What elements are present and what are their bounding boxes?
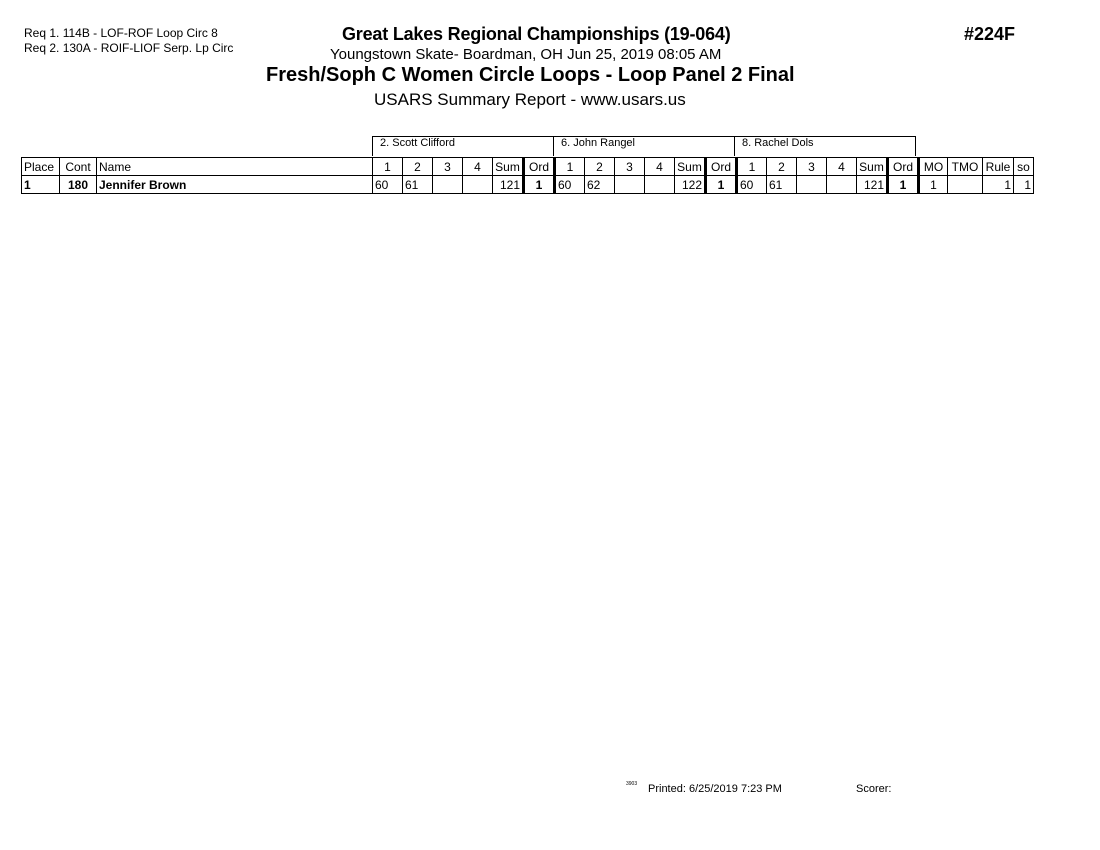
- col-name: Name: [97, 158, 373, 176]
- col-rule: Rule: [983, 158, 1014, 176]
- col-j3-sum: Sum: [857, 158, 888, 176]
- col-j2-score-2: 2: [585, 158, 615, 176]
- printed-timestamp: Printed: 6/25/2019 7:23 PM: [648, 783, 782, 795]
- col-mo: MO: [919, 158, 948, 176]
- col-j2-sum: Sum: [675, 158, 706, 176]
- cell-cont: 180: [60, 176, 97, 194]
- col-j1-score-3: 3: [433, 158, 463, 176]
- col-j2-score-4: 4: [645, 158, 675, 176]
- cell-j1-ord: 1: [524, 176, 555, 194]
- table-row: [22, 176, 1034, 194]
- required-element-2: Req 2. 130A - ROIF-LIOF Serp. Lp Circ: [24, 41, 234, 55]
- cell-j1-score-1: 60: [373, 176, 403, 194]
- col-j2-score-3: 3: [615, 158, 645, 176]
- competition-title: Fresh/Soph C Women Circle Loops - Loop Panel 2 Final: [266, 64, 795, 86]
- cell-j1-score-4: [463, 176, 493, 194]
- cell-j1-sum: 121: [493, 176, 524, 194]
- cell-name: Jennifer Brown: [97, 176, 373, 194]
- col-j1-ord: Ord: [524, 158, 555, 176]
- judge-header-3: 8. Rachel Dols: [734, 136, 916, 156]
- col-tmo: TMO: [948, 158, 983, 176]
- col-j1-score-1: 1: [373, 158, 403, 176]
- results-table: [21, 157, 1034, 194]
- col-j3-score-4: 4: [827, 158, 857, 176]
- col-j2-score-1: 1: [555, 158, 585, 176]
- cell-j2-ord: 1: [706, 176, 737, 194]
- cell-j2-score-2: 62: [585, 176, 615, 194]
- col-j3-score-1: 1: [737, 158, 767, 176]
- cell-j3-score-1: 60: [737, 176, 767, 194]
- judge-header-1: 2. Scott Clifford: [372, 136, 554, 156]
- col-j1-score-4: 4: [463, 158, 493, 176]
- cell-j1-score-3: [433, 176, 463, 194]
- judge-header-2: 6. John Rangel: [553, 136, 735, 156]
- col-j3-ord: Ord: [888, 158, 919, 176]
- cell-j1-score-2: 61: [403, 176, 433, 194]
- cell-place: 1: [22, 176, 60, 194]
- report-subtitle: USARS Summary Report - www.usars.us: [374, 90, 686, 109]
- cell-j3-sum: 121: [857, 176, 888, 194]
- table-header-row: [22, 158, 1034, 176]
- cell-mo: 1: [919, 176, 948, 194]
- cell-tmo: [948, 176, 983, 194]
- col-j1-score-2: 2: [403, 158, 433, 176]
- venue-date: Youngstown Skate- Boardman, OH Jun 25, 2019 08:05 AM: [330, 46, 722, 63]
- col-j3-score-2: 2: [767, 158, 797, 176]
- cell-j2-score-1: 60: [555, 176, 585, 194]
- col-j1-sum: Sum: [493, 158, 524, 176]
- scorer-label: Scorer:: [856, 783, 892, 795]
- cell-j3-score-2: 61: [767, 176, 797, 194]
- cell-rule: 1: [983, 176, 1014, 194]
- col-cont: Cont: [60, 158, 97, 176]
- cell-j3-score-3: [797, 176, 827, 194]
- cell-j2-score-3: [615, 176, 645, 194]
- cell-j2-score-4: [645, 176, 675, 194]
- col-place: Place: [22, 158, 60, 176]
- cell-so: 1: [1014, 176, 1034, 194]
- cell-j3-score-4: [827, 176, 857, 194]
- required-element-1: Req 1. 114B - LOF-ROF Loop Circ 8: [24, 26, 218, 40]
- col-j3-score-3: 3: [797, 158, 827, 176]
- footer-code: 3903: [626, 781, 638, 787]
- col-j2-ord: Ord: [706, 158, 737, 176]
- col-so: so: [1014, 158, 1034, 176]
- event-title: Great Lakes Regional Championships (19-064): [342, 24, 731, 44]
- cell-j2-sum: 122: [675, 176, 706, 194]
- event-number: #224F: [964, 24, 1016, 44]
- cell-j3-ord: 1: [888, 176, 919, 194]
